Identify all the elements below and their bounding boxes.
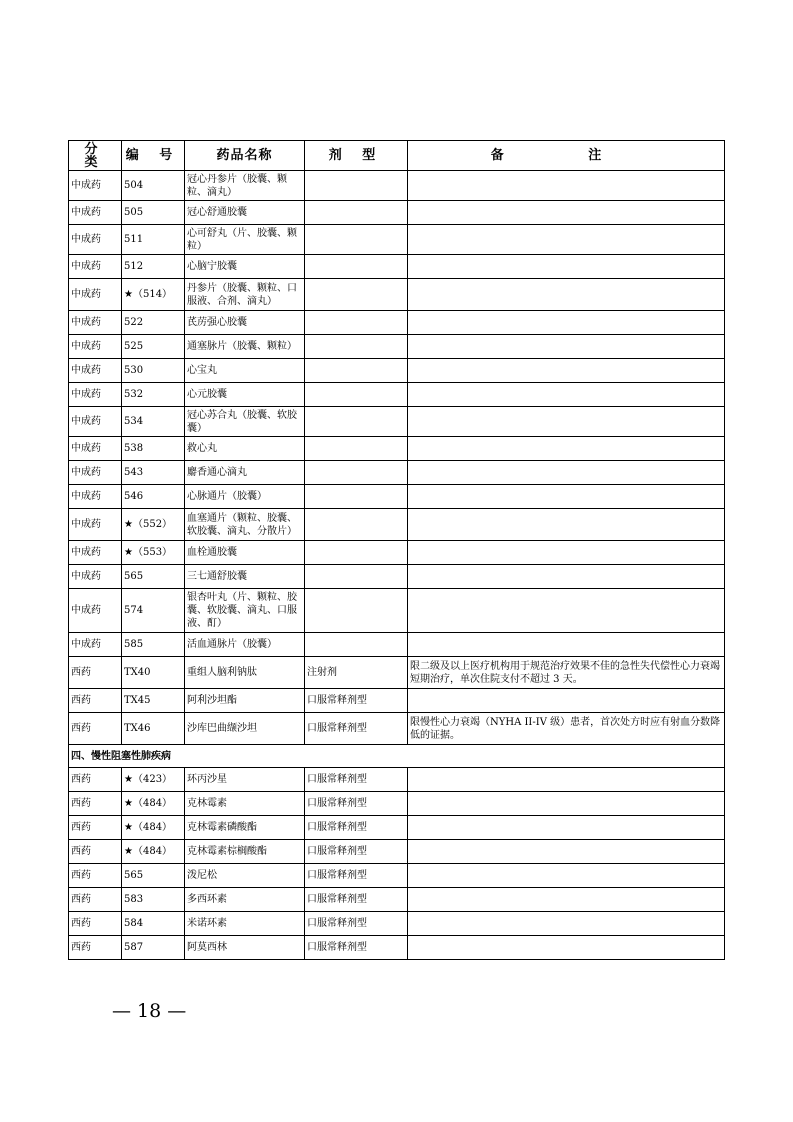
dosage-form-cell [305, 485, 408, 509]
number-cell: ★（423） [122, 768, 185, 792]
category-cell: 西药 [69, 768, 122, 792]
dosage-form-cell: 口服常释剂型 [305, 689, 408, 713]
dosage-form-cell [305, 589, 408, 633]
drug-name-cell: 克林霉素磷酸酯 [185, 816, 305, 840]
table-row [69, 816, 725, 840]
drug-name-cell: 克林霉素 [185, 792, 305, 816]
drug-name-cell: 冠心丹参片（胶囊、颗粒、滴丸） [185, 171, 305, 201]
drug-table [68, 140, 725, 960]
dosage-form-cell [305, 461, 408, 485]
category-cell: 中成药 [69, 565, 122, 589]
table-row [69, 713, 725, 745]
dosage-form-cell: 口服常释剂型 [305, 816, 408, 840]
dosage-form-cell: 口服常释剂型 [305, 912, 408, 936]
number-cell: TX46 [122, 713, 185, 745]
category-cell: 西药 [69, 888, 122, 912]
header-drug-name: 药品名称 [185, 141, 305, 171]
table-row [69, 509, 725, 541]
number-cell: 574 [122, 589, 185, 633]
number-cell: 565 [122, 864, 185, 888]
dosage-form-cell [305, 633, 408, 657]
remarks-cell [408, 201, 725, 225]
dosage-form-cell [305, 541, 408, 565]
remarks-cell [408, 461, 725, 485]
number-cell: 538 [122, 437, 185, 461]
header-remarks: 备 注 [408, 141, 725, 171]
drug-name-cell: 心宝丸 [185, 359, 305, 383]
table-row [69, 201, 725, 225]
number-cell: TX40 [122, 657, 185, 689]
table-row [69, 359, 725, 383]
dosage-form-cell [305, 255, 408, 279]
number-cell: 565 [122, 565, 185, 589]
dosage-form-cell [305, 359, 408, 383]
table-row [69, 279, 725, 311]
section-title: 四、慢性阻塞性肺疾病 [69, 745, 725, 768]
category-cell: 中成药 [69, 201, 122, 225]
number-cell: 583 [122, 888, 185, 912]
remarks-cell [408, 888, 725, 912]
number-cell: ★（553） [122, 541, 185, 565]
drug-name-cell: 麝香通心滴丸 [185, 461, 305, 485]
dosage-form-cell: 口服常释剂型 [305, 713, 408, 745]
dosage-form-cell [305, 509, 408, 541]
drug-name-cell: 多西环素 [185, 888, 305, 912]
number-cell: ★（552） [122, 509, 185, 541]
table-row [69, 485, 725, 509]
drug-name-cell: 沙库巴曲缬沙坦 [185, 713, 305, 745]
number-cell: TX45 [122, 689, 185, 713]
table-row [69, 912, 725, 936]
category-cell: 中成药 [69, 311, 122, 335]
remarks-cell [408, 407, 725, 437]
category-cell: 中成药 [69, 461, 122, 485]
dosage-form-cell [305, 225, 408, 255]
drug-name-cell: 芪苈强心胶囊 [185, 311, 305, 335]
category-cell: 中成药 [69, 171, 122, 201]
category-cell: 西药 [69, 912, 122, 936]
table-row [69, 657, 725, 689]
table-row [69, 335, 725, 359]
remarks-cell [408, 565, 725, 589]
drug-name-cell: 心脉通片（胶囊） [185, 485, 305, 509]
category-cell: 西药 [69, 864, 122, 888]
dosage-form-cell: 注射剂 [305, 657, 408, 689]
category-cell: 西药 [69, 840, 122, 864]
dosage-form-cell: 口服常释剂型 [305, 768, 408, 792]
drug-name-cell: 冠心舒通胶囊 [185, 201, 305, 225]
dosage-form-cell [305, 171, 408, 201]
table-row [69, 633, 725, 657]
number-cell: 534 [122, 407, 185, 437]
remarks-cell [408, 792, 725, 816]
number-cell: 584 [122, 912, 185, 936]
remarks-cell [408, 255, 725, 279]
dosage-form-cell [305, 279, 408, 311]
category-cell: 西药 [69, 713, 122, 745]
category-cell: 中成药 [69, 589, 122, 633]
drug-name-cell: 血栓通胶囊 [185, 541, 305, 565]
drug-name-cell: 米诺环素 [185, 912, 305, 936]
table-row [69, 589, 725, 633]
table-row [69, 461, 725, 485]
table-row [69, 792, 725, 816]
remarks-cell [408, 311, 725, 335]
number-cell: 512 [122, 255, 185, 279]
header-dosage-form: 剂 型 [305, 141, 408, 171]
section-row [69, 745, 725, 768]
category-cell: 中成药 [69, 225, 122, 255]
number-cell: 543 [122, 461, 185, 485]
drug-name-cell: 环丙沙星 [185, 768, 305, 792]
remarks-cell [408, 541, 725, 565]
remarks-cell: 限二级及以上医疗机构用于规范治疗效果不佳的急性失代偿性心力衰竭短期治疗，单次住院支付不超过 3 天。 [408, 657, 725, 689]
dosage-form-cell [305, 383, 408, 407]
remarks-cell [408, 936, 725, 960]
number-cell: 511 [122, 225, 185, 255]
drug-name-cell: 心可舒丸（片、胶囊、颗粒） [185, 225, 305, 255]
remarks-cell [408, 689, 725, 713]
drug-name-cell: 救心丸 [185, 437, 305, 461]
category-cell: 西药 [69, 936, 122, 960]
table-row [69, 689, 725, 713]
table-row [69, 541, 725, 565]
section-heading-body [69, 745, 725, 768]
category-cell: 中成药 [69, 509, 122, 541]
dosage-form-cell: 口服常释剂型 [305, 864, 408, 888]
remarks-cell [408, 912, 725, 936]
drug-name-cell: 活血通脉片（胶囊） [185, 633, 305, 657]
category-cell: 中成药 [69, 633, 122, 657]
category-cell: 中成药 [69, 541, 122, 565]
drug-name-cell: 泼尼松 [185, 864, 305, 888]
dosage-form-cell: 口服常释剂型 [305, 840, 408, 864]
drug-name-cell: 银杏叶丸（片、颗粒、胶囊、软胶囊、滴丸、口服液、酊） [185, 589, 305, 633]
category-cell: 西药 [69, 816, 122, 840]
dosage-form-cell: 口服常释剂型 [305, 936, 408, 960]
remarks-cell: 限慢性心力衰竭（NYHA II-IV 级）患者，首次处方时应有射血分数降低的证据。 [408, 713, 725, 745]
header-number: 编 号 [122, 141, 185, 171]
remarks-cell [408, 359, 725, 383]
drug-name-cell: 心元胶囊 [185, 383, 305, 407]
number-cell: 585 [122, 633, 185, 657]
drug-name-cell: 克林霉素棕榈酸酯 [185, 840, 305, 864]
remarks-cell [408, 171, 725, 201]
category-cell: 中成药 [69, 407, 122, 437]
number-cell: 522 [122, 311, 185, 335]
drug-name-cell: 血塞通片（颗粒、胶囊、软胶囊、滴丸、分散片） [185, 509, 305, 541]
drug-name-cell: 三七通舒胶囊 [185, 565, 305, 589]
dosage-form-cell [305, 407, 408, 437]
number-cell: ★（484） [122, 840, 185, 864]
table-row [69, 768, 725, 792]
number-cell: 504 [122, 171, 185, 201]
number-cell: 525 [122, 335, 185, 359]
table-row [69, 255, 725, 279]
number-cell: ★（484） [122, 816, 185, 840]
header-category: 分 类 [69, 141, 122, 171]
number-cell: 530 [122, 359, 185, 383]
category-cell: 中成药 [69, 359, 122, 383]
dosage-form-cell: 口服常释剂型 [305, 888, 408, 912]
remarks-cell [408, 864, 725, 888]
drug-name-cell: 阿莫西林 [185, 936, 305, 960]
category-cell: 西药 [69, 657, 122, 689]
remarks-cell [408, 335, 725, 359]
remarks-cell [408, 485, 725, 509]
table-header-row [69, 141, 725, 171]
drug-name-cell: 阿利沙坦酯 [185, 689, 305, 713]
number-cell: ★（514） [122, 279, 185, 311]
number-cell: 505 [122, 201, 185, 225]
table-body [69, 171, 725, 745]
dosage-form-cell [305, 335, 408, 359]
remarks-cell [408, 383, 725, 407]
category-cell: 中成药 [69, 255, 122, 279]
remarks-cell [408, 589, 725, 633]
table-row [69, 888, 725, 912]
category-cell: 中成药 [69, 279, 122, 311]
table-body-2 [69, 768, 725, 960]
category-cell: 中成药 [69, 335, 122, 359]
drug-name-cell: 重组人脑利钠肽 [185, 657, 305, 689]
table-row [69, 407, 725, 437]
drug-name-cell: 心脑宁胶囊 [185, 255, 305, 279]
remarks-cell [408, 279, 725, 311]
table-row [69, 936, 725, 960]
table-row [69, 171, 725, 201]
table-row [69, 225, 725, 255]
table-row [69, 437, 725, 461]
table-row [69, 311, 725, 335]
dosage-form-cell [305, 565, 408, 589]
remarks-cell [408, 633, 725, 657]
dosage-form-cell: 口服常释剂型 [305, 792, 408, 816]
category-cell: 中成药 [69, 383, 122, 407]
table-row [69, 383, 725, 407]
number-cell: 532 [122, 383, 185, 407]
remarks-cell [408, 509, 725, 541]
remarks-cell [408, 437, 725, 461]
dosage-form-cell [305, 201, 408, 225]
drug-name-cell: 冠心苏合丸（胶囊、软胶囊） [185, 407, 305, 437]
table-row [69, 840, 725, 864]
category-cell: 西药 [69, 689, 122, 713]
drug-name-cell: 丹参片（胶囊、颗粒、口服液、合剂、滴丸） [185, 279, 305, 311]
drug-name-cell: 通塞脉片（胶囊、颗粒） [185, 335, 305, 359]
dosage-form-cell [305, 437, 408, 461]
number-cell: 546 [122, 485, 185, 509]
remarks-cell [408, 225, 725, 255]
remarks-cell [408, 816, 725, 840]
category-cell: 中成药 [69, 485, 122, 509]
dosage-form-cell [305, 311, 408, 335]
page-number: — 18 — [112, 1000, 187, 1022]
number-cell: 587 [122, 936, 185, 960]
category-cell: 中成药 [69, 437, 122, 461]
table-row [69, 864, 725, 888]
remarks-cell [408, 840, 725, 864]
remarks-cell [408, 768, 725, 792]
category-cell: 西药 [69, 792, 122, 816]
table-row [69, 565, 725, 589]
number-cell: ★（484） [122, 792, 185, 816]
